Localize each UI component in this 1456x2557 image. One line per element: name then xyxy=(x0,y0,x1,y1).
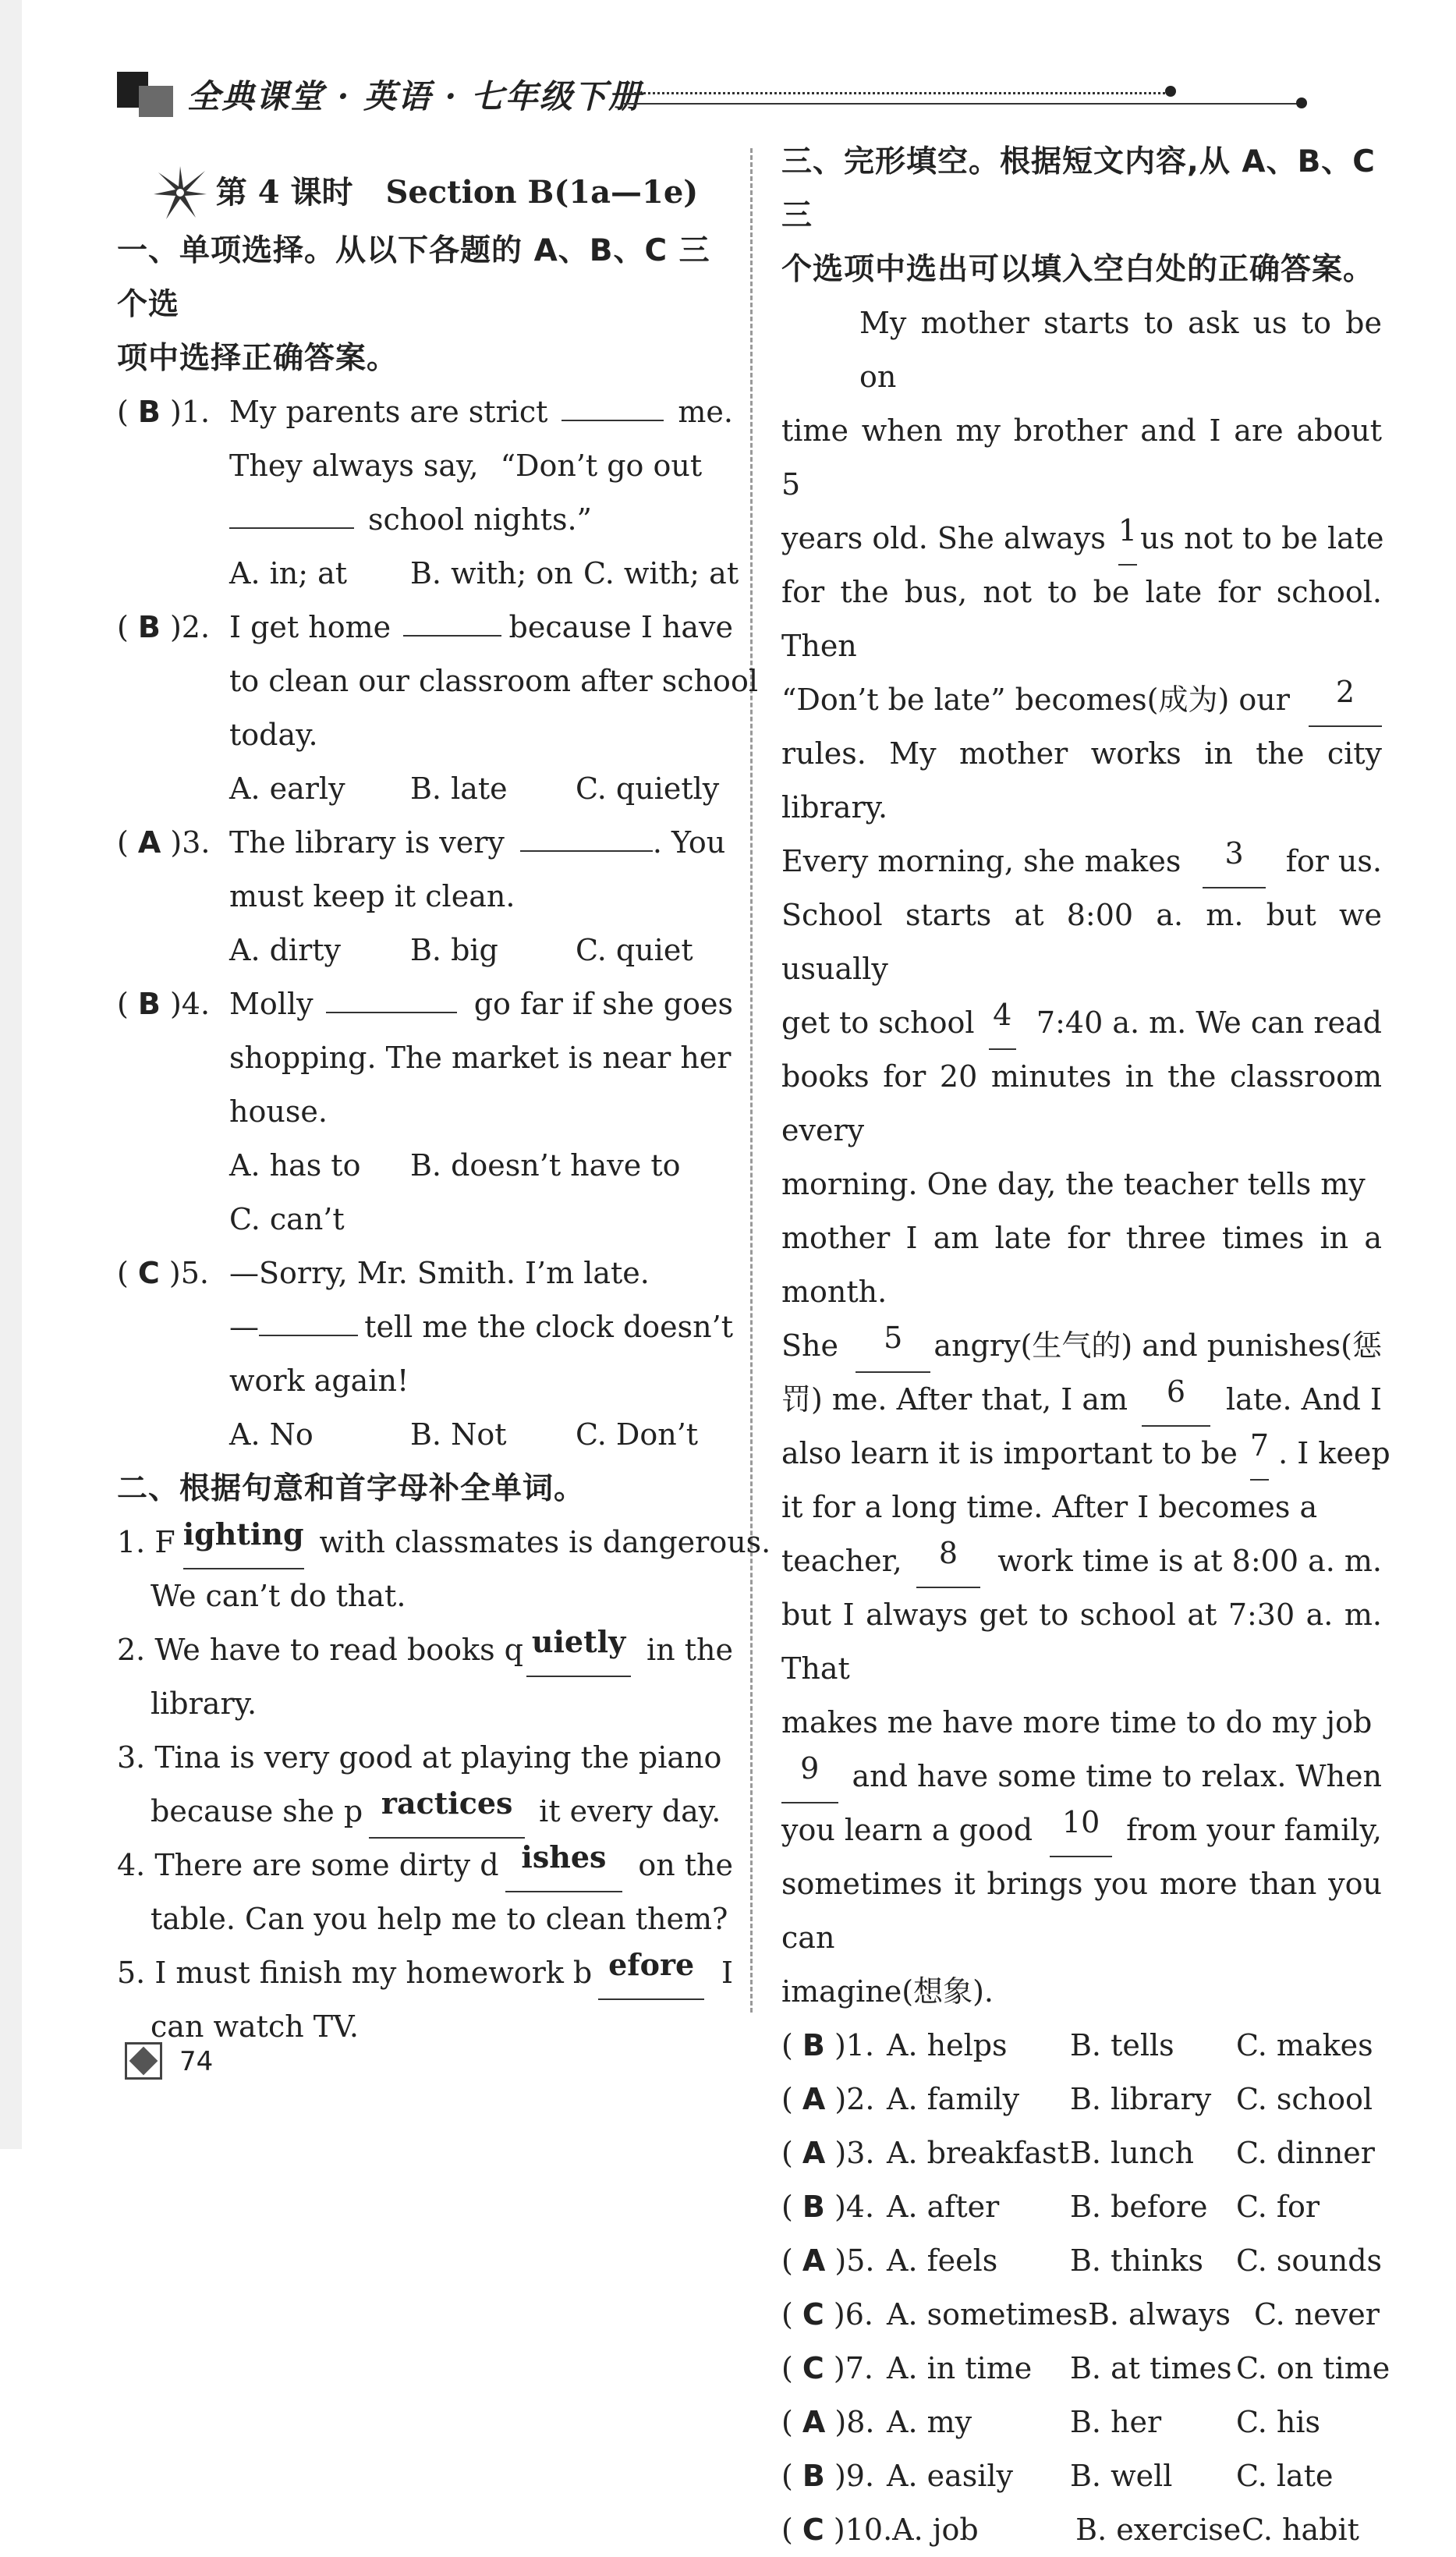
option-a: A. has to xyxy=(229,1148,361,1183)
options-row xyxy=(117,924,733,977)
option-a: A. early xyxy=(229,771,345,806)
passage-line xyxy=(781,1750,1382,1803)
passage-text: but I always get to school at 7:30 a. m. That xyxy=(781,1598,1382,1686)
question-line xyxy=(117,1085,733,1139)
passage-line xyxy=(781,1319,1382,1373)
item-text: it every day. xyxy=(539,1794,721,1828)
choice-number: ( C )7. xyxy=(781,2351,873,2385)
option-b: B. before xyxy=(1070,2190,1208,2224)
question-text: work again! xyxy=(229,1364,409,1398)
leaf-ornament-icon xyxy=(152,163,208,221)
section-heading-1-cont: 项中选择正确答案。 xyxy=(117,341,399,376)
passage-text: teacher, xyxy=(781,1544,902,1578)
option-b: B. big xyxy=(410,933,498,967)
answer-mark: A xyxy=(802,2405,826,2439)
question-text: must keep it clean. xyxy=(229,879,515,913)
question-index: )2. xyxy=(169,610,211,644)
question-text: — xyxy=(229,1310,259,1344)
passage-line xyxy=(781,1158,1382,1211)
answer-blank xyxy=(520,816,653,852)
choice-number: ( C )10. xyxy=(781,2513,893,2547)
option-b: B. well xyxy=(1070,2459,1173,2493)
filled-answer: ighting xyxy=(183,1516,304,1569)
options-row xyxy=(117,1139,733,1193)
question-text: —Sorry, Mr. Smith. I’m late. xyxy=(229,1256,650,1290)
choice-row xyxy=(781,2449,1382,2503)
option-b: B. at times xyxy=(1070,2351,1232,2385)
fill-item-1 xyxy=(117,1516,771,1569)
answer-blank xyxy=(561,385,664,421)
passage-line xyxy=(781,1534,1382,1588)
page-diamond-icon xyxy=(125,2042,162,2080)
question-index: )4. xyxy=(169,987,211,1021)
question-number: ( B )2. xyxy=(117,610,211,644)
option-a: A. helps xyxy=(887,2028,1008,2062)
passage-line xyxy=(781,1050,1382,1158)
fill-item-3 xyxy=(117,1731,733,1785)
choice-row xyxy=(781,2342,1390,2396)
choice-row xyxy=(781,2126,1382,2180)
passage-text: School starts at 8:00 a. m. but we usually xyxy=(781,898,1382,986)
choice-number: ( C )6. xyxy=(781,2297,873,2332)
option-a: A. feels xyxy=(887,2243,998,2278)
choice-number: ( A )5. xyxy=(781,2243,875,2278)
passage-line xyxy=(781,1211,1382,1319)
question-number: ( A )3. xyxy=(117,825,211,860)
item-text: can watch TV. xyxy=(151,2009,360,2044)
passage-line xyxy=(781,1588,1382,1696)
passage-line xyxy=(781,1481,1382,1534)
page-number: 74 xyxy=(179,2046,214,2077)
question-text: school nights.” xyxy=(368,502,592,537)
header-block-icon-secondary xyxy=(139,86,173,117)
question-text: . You xyxy=(652,825,726,860)
item-text: library. xyxy=(151,1686,257,1721)
passage-text: makes me have more time to do my job xyxy=(781,1705,1373,1740)
answer-mark: B xyxy=(802,2190,825,2224)
item-text: because she p xyxy=(151,1794,363,1828)
passage-text: for us. xyxy=(1285,844,1382,878)
choice-index: )4. xyxy=(834,2190,875,2224)
choice-number: ( A )8. xyxy=(781,2405,875,2439)
passage-line xyxy=(781,1427,1390,1481)
option-b: B. thinks xyxy=(1070,2243,1203,2278)
question-line xyxy=(117,870,733,924)
choice-number: ( A )2. xyxy=(781,2082,875,2116)
choice-row xyxy=(781,2234,1382,2288)
passage-text: late. And I xyxy=(1225,1382,1382,1417)
question-text: I get home xyxy=(229,610,391,644)
header-dotted-rule xyxy=(624,92,1170,94)
passage-line xyxy=(781,404,1382,512)
option-c: C. on time xyxy=(1236,2351,1390,2385)
section-heading-2: 二、根据句意和首字母补全单词。 xyxy=(117,1471,586,1506)
item-text: table. Can you help me to clean them? xyxy=(151,1902,728,1936)
option-c: C. can’t xyxy=(229,1202,345,1236)
choice-row xyxy=(781,2288,1382,2342)
answer-mark: C xyxy=(137,1256,160,1290)
passage-text: and have some time to relax. When xyxy=(852,1759,1382,1793)
option-a: A. sometimes xyxy=(887,2297,1088,2332)
passage-line xyxy=(781,1373,1382,1427)
passage-text: imagine(想象). xyxy=(781,1974,994,2009)
cloze-blank: 2 xyxy=(1309,673,1382,727)
answer-mark: A xyxy=(137,825,161,860)
cloze-blank: 6 xyxy=(1142,1373,1210,1427)
choice-number: ( B )9. xyxy=(781,2459,875,2493)
passage-text: My mother starts to ask us to be on xyxy=(859,306,1382,394)
option-b: B. with; on xyxy=(410,556,573,590)
passage-text: mother I am late for three times in a month. xyxy=(781,1221,1382,1309)
choice-index: )9. xyxy=(834,2459,875,2493)
question-index: )5. xyxy=(168,1256,209,1290)
choice-row xyxy=(781,2503,1382,2557)
choice-number: ( B )4. xyxy=(781,2190,875,2224)
option-b: B. Not xyxy=(410,1417,507,1452)
question-line xyxy=(117,1031,733,1085)
choice-index: )2. xyxy=(834,2082,875,2116)
column-divider xyxy=(750,148,753,2013)
option-a: A. dirty xyxy=(229,933,341,967)
option-c: C. for xyxy=(1236,2190,1320,2224)
option-c: C. sounds xyxy=(1236,2243,1383,2278)
item-line xyxy=(117,1569,733,1623)
lesson-label: 第 4 课时 xyxy=(215,173,353,211)
passage-line xyxy=(781,1696,1382,1750)
question-text: shopping. The market is near her xyxy=(229,1041,732,1075)
option-b: B. lunch xyxy=(1070,2136,1194,2170)
answer-mark: B xyxy=(802,2459,825,2493)
item-text: 4. There are some dirty d xyxy=(117,1848,499,1882)
question-text: me. xyxy=(678,395,733,429)
scan-edge xyxy=(0,0,22,2149)
answer-mark: C xyxy=(802,2351,824,2385)
options-row xyxy=(117,762,733,816)
fill-item-5 xyxy=(117,1946,733,2000)
option-a: A. breakfast xyxy=(887,2136,1069,2170)
question-text: today. xyxy=(229,718,318,752)
cloze-choices xyxy=(781,2019,1390,2557)
question-line xyxy=(117,493,733,547)
option-c: C. Don’t xyxy=(576,1417,699,1452)
header-dot xyxy=(1296,98,1307,108)
answer-mark: A xyxy=(802,2243,826,2278)
options-row xyxy=(117,1193,733,1247)
choice-index: )3. xyxy=(834,2136,875,2170)
option-a: A. in time xyxy=(887,2351,1033,2385)
passage-text: years old. She always xyxy=(781,521,1106,555)
answer-blank xyxy=(403,601,501,637)
item-line xyxy=(117,1677,733,1731)
options-row xyxy=(117,1408,733,1462)
item-text: 5. I must finish my homework b xyxy=(117,1956,593,1990)
item-text: 1. F xyxy=(117,1525,175,1559)
choice-row xyxy=(781,2180,1382,2234)
passage-line xyxy=(781,996,1382,1050)
options-row xyxy=(117,547,739,601)
passage-line xyxy=(781,1965,1382,2019)
question-text: The library is very xyxy=(229,825,505,860)
answer-mark: A xyxy=(802,2082,826,2116)
answer-mark: B xyxy=(137,987,161,1021)
question-line xyxy=(117,1300,733,1354)
passage-text: also learn it is important to be xyxy=(781,1436,1238,1470)
choice-number: ( B )1. xyxy=(781,2028,875,2062)
passage-line xyxy=(781,566,1382,673)
option-c: C. never xyxy=(1253,2297,1380,2332)
item-text: 2. We have to read books q xyxy=(117,1633,523,1667)
cloze-blank: 1 xyxy=(1118,512,1137,566)
question-line xyxy=(117,708,733,762)
passage-line xyxy=(781,1857,1382,1965)
book-title: 全典课堂 · 英语 · 七年级下册 xyxy=(187,77,643,115)
option-c: C. habit xyxy=(1242,2513,1359,2547)
choice-row xyxy=(781,2073,1382,2126)
passage-text: get to school xyxy=(781,1005,975,1040)
question-5 xyxy=(117,1247,733,1300)
option-a: A. No xyxy=(229,1417,314,1452)
answer-blank xyxy=(229,493,354,529)
item-text: 3. Tina is very good at playing the piano xyxy=(117,1740,722,1775)
question-3 xyxy=(117,816,733,870)
header-rule xyxy=(624,103,1302,105)
filled-answer: ishes xyxy=(505,1839,623,1892)
passage-text: morning. One day, the teacher tells my xyxy=(781,1167,1366,1201)
fill-item-4 xyxy=(117,1839,733,1892)
answer-blank xyxy=(326,977,457,1013)
passage-text: us not to be late xyxy=(1140,521,1384,555)
cloze-blank: 9 xyxy=(781,1750,838,1803)
passage-line xyxy=(781,888,1382,996)
question-number: ( C )5. xyxy=(117,1256,209,1290)
option-c: C. school xyxy=(1236,2082,1373,2116)
answer-blank xyxy=(259,1300,358,1336)
choice-index: )7. xyxy=(833,2351,873,2385)
passage-text: you learn a good xyxy=(781,1813,1033,1847)
option-b: B. her xyxy=(1070,2405,1162,2439)
cloze-blank: 7 xyxy=(1250,1427,1269,1481)
passage-line xyxy=(781,512,1382,566)
question-text: “Don’t go out xyxy=(500,449,703,483)
option-c: C. makes xyxy=(1236,2028,1373,2062)
cloze-blank: 8 xyxy=(916,1534,980,1588)
right-column xyxy=(781,135,1390,2557)
option-a: A. family xyxy=(887,2082,1020,2116)
section-heading-1: 一、单项选择。从以下各题的 A、B、C 三个选 xyxy=(117,233,710,322)
passage-line xyxy=(781,727,1382,835)
question-line xyxy=(117,439,733,493)
option-c: C. his xyxy=(1236,2405,1321,2439)
question-text: to clean our classroom after school xyxy=(229,664,758,698)
passage-text: She xyxy=(781,1328,838,1363)
passage-line xyxy=(781,673,1382,727)
passage-text: time when my brother and I are about 5 xyxy=(781,413,1382,502)
passage-text: angry(生气的) and punishes(惩 xyxy=(933,1328,1382,1363)
passage-text: rules. My mother works in the city library. xyxy=(781,736,1382,825)
answer-mark: B xyxy=(137,395,161,429)
passage-line xyxy=(781,1803,1382,1857)
filled-answer: ractices xyxy=(369,1785,525,1839)
item-text: on the xyxy=(638,1848,733,1882)
answer-mark: A xyxy=(802,2136,826,2170)
section-heading-3: 三、完形填空。根据短文内容,从 A、B、C 三 xyxy=(781,144,1376,233)
option-a: A. job xyxy=(892,2513,979,2547)
passage-text: books for 20 minutes in the classroom every xyxy=(781,1059,1382,1147)
question-text: Molly xyxy=(229,987,314,1021)
answer-mark: C xyxy=(802,2297,824,2332)
filled-answer: efore xyxy=(598,1946,704,2000)
item-line xyxy=(117,1785,733,1839)
option-b: B. doesn’t have to xyxy=(410,1148,681,1183)
lesson-section: Section B(1a—1e) xyxy=(385,173,699,211)
option-c: C. with; at xyxy=(583,556,739,590)
question-text: tell me the clock doesn’t xyxy=(364,1310,733,1344)
question-4 xyxy=(117,977,733,1031)
option-a: A. after xyxy=(887,2190,1000,2224)
passage-text: for the bus, not to be late for school. Then xyxy=(781,575,1382,663)
answer-mark: B xyxy=(137,610,161,644)
header-dot xyxy=(1165,86,1176,97)
item-text: I xyxy=(721,1956,733,1990)
passage-text: it for a long time. After I becomes a xyxy=(781,1490,1318,1524)
passage-text: “Don’t be late” becomes(成为) our xyxy=(781,683,1290,717)
item-line xyxy=(117,1892,733,1946)
answer-mark: C xyxy=(802,2513,824,2547)
question-number: ( B )1. xyxy=(117,395,211,429)
item-text: in the xyxy=(647,1633,733,1667)
question-text: because I have xyxy=(508,610,733,644)
item-text: with classmates is dangerous. xyxy=(319,1525,771,1559)
item-text: We can’t do that. xyxy=(151,1579,406,1613)
cloze-blank: 5 xyxy=(856,1319,930,1373)
question-text: go far if she goes xyxy=(473,987,733,1021)
passage-text: sometimes it brings you more than you can xyxy=(781,1867,1382,1955)
option-c: C. dinner xyxy=(1236,2136,1375,2170)
choice-index: )5. xyxy=(834,2243,875,2278)
question-text: My parents are strict xyxy=(229,395,548,429)
question-2 xyxy=(117,601,733,654)
cloze-blank: 4 xyxy=(989,996,1016,1050)
option-b: B. exercise xyxy=(1075,2513,1242,2547)
choice-row xyxy=(781,2019,1382,2073)
question-1 xyxy=(117,385,733,439)
option-c: C. quiet xyxy=(576,933,693,967)
question-index: )3. xyxy=(170,825,211,860)
passage-text: 罚) me. After that, I am xyxy=(781,1382,1128,1417)
passage-text: Every morning, she makes xyxy=(781,844,1181,878)
passage-line xyxy=(781,296,1382,404)
choice-index: )8. xyxy=(834,2405,875,2439)
option-b: B. tells xyxy=(1070,2028,1174,2062)
choice-index: )10. xyxy=(833,2513,893,2547)
option-b: B. late xyxy=(410,771,508,806)
lesson-title xyxy=(117,160,733,224)
passage-text: work time is at 8:00 a. m. xyxy=(997,1544,1382,1578)
filled-answer: uietly xyxy=(526,1623,631,1677)
choice-row xyxy=(781,2396,1382,2449)
choice-index: )1. xyxy=(834,2028,875,2062)
question-text: They always say, xyxy=(229,449,479,483)
option-a: A. my xyxy=(887,2405,972,2439)
question-line xyxy=(117,1354,733,1408)
question-index: )1. xyxy=(169,395,211,429)
left-column xyxy=(117,160,771,2054)
option-b: B. always xyxy=(1087,2297,1231,2332)
question-number: ( B )4. xyxy=(117,987,211,1021)
answer-mark: B xyxy=(802,2028,825,2062)
option-a: A. easily xyxy=(887,2459,1014,2493)
passage-text: 7:40 a. m. We can read xyxy=(1036,1005,1382,1040)
question-text: house. xyxy=(229,1094,328,1129)
question-line xyxy=(117,654,758,708)
fill-item-2 xyxy=(117,1623,733,1677)
cloze-blank: 3 xyxy=(1203,835,1265,888)
section-heading-3-cont: 个选项中选出可以填入空白处的正确答案。 xyxy=(781,252,1375,287)
passage-text: from your family, xyxy=(1126,1813,1382,1847)
passage-text: . I keep xyxy=(1278,1436,1390,1470)
passage-line xyxy=(781,835,1382,888)
choice-number: ( A )3. xyxy=(781,2136,875,2170)
option-b: B. library xyxy=(1070,2082,1212,2116)
choice-index: )6. xyxy=(833,2297,873,2332)
option-c: C. late xyxy=(1236,2459,1334,2493)
option-c: C. quietly xyxy=(576,771,720,806)
option-a: A. in; at xyxy=(229,556,348,590)
cloze-blank: 10 xyxy=(1050,1803,1112,1857)
